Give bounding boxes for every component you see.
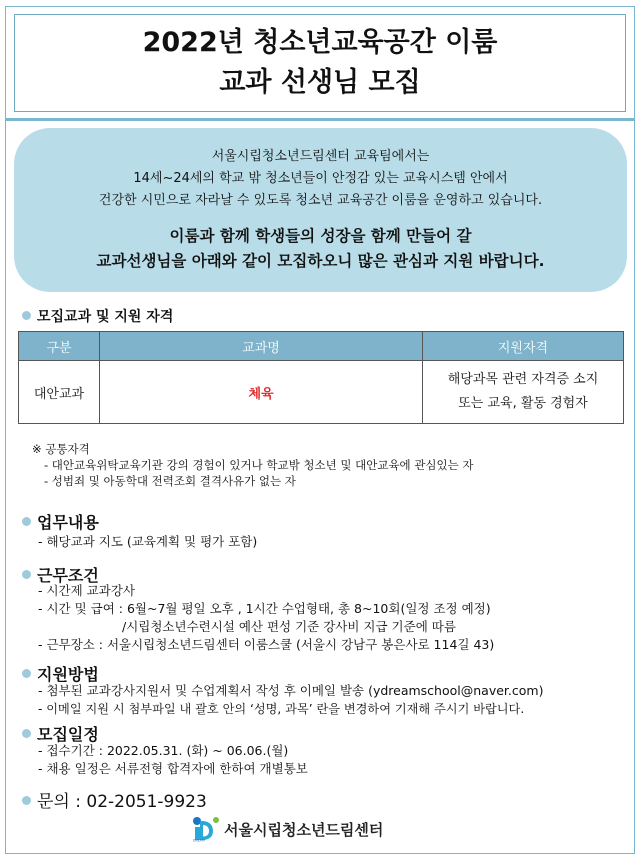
intro-bold-line1: 이룸과 함께 학생들의 성장을 함께 만들어 갈: [169, 227, 472, 245]
bullet-dot-icon: [22, 796, 31, 805]
apply-item: - 첨부된 교과강사지원서 및 수업계획서 작성 후 이메일 발송 (ydreamschool@naver.com): [38, 683, 544, 698]
conditions-item: - 시간 및 급여 : 6월~7월 평일 오후 , 1시간 수업형태, 총 8~10회(일정 조정 예정): [38, 601, 491, 616]
dream-logo-icon: [192, 816, 220, 842]
qualification-line2: 또는 교육, 활동 경험자: [458, 396, 588, 411]
table-cell-qualification: [423, 361, 624, 424]
logo-mark-letters: DREAM: [193, 838, 205, 842]
schedule-item: - 접수기간 : 2022.05.31. (화) ~ 06.06.(월): [38, 743, 289, 758]
page-title-line2: 교과 선생님 모집: [219, 67, 421, 98]
duty-heading-text: 업무내용: [37, 513, 99, 532]
conditions-item: /시립청소년수련시설 예산 편성 기준 강사비 지급 기준에 따름: [122, 619, 456, 634]
common-qualification-title: ※ 공통자격: [32, 442, 90, 456]
duty-item: - 해당교과 지도 (교육계획 및 평가 포함): [38, 534, 258, 549]
logo-name: 서울시립청소년드림센터: [224, 820, 384, 839]
table-header-qualification: 지원자격: [423, 332, 624, 361]
contact-text: 문의 : 02-2051-9923: [37, 792, 207, 812]
recruit-heading: [22, 306, 173, 326]
intro-line1: 서울시립청소년드림센터 교육팀에서는: [211, 149, 430, 164]
schedule-heading-text: 모집일정: [37, 725, 99, 744]
duty-heading: [22, 510, 99, 533]
common-qualification-item: - 성범죄 및 아동학대 전력조회 결격사유가 없는 자: [44, 474, 296, 488]
conditions-item: - 시간제 교과강사: [38, 583, 135, 598]
recruit-heading-text: 모집교과 및 지원 자격: [37, 309, 174, 325]
intro-line2: 14세~24세의 학교 밖 청소년들이 안정감 있는 교육시스템 안에서: [133, 171, 508, 186]
recruit-table: [18, 331, 624, 424]
table-cell-category: 대안교과: [19, 361, 100, 424]
table-cell-subject: 체육: [100, 361, 423, 424]
dream-center-logo: [192, 816, 383, 842]
bullet-dot-icon: [22, 570, 31, 579]
title-box: [14, 14, 626, 112]
table-row: [19, 361, 624, 424]
apply-item: - 이메일 지원 시 첨부파일 내 괄호 안의 ‘성명, 과목’ 란을 변경하여 기재해 주시기 바랍니다.: [38, 702, 525, 716]
bullet-dot-icon: [22, 517, 31, 526]
intro-bold-line2: 교과선생님을 아래와 같이 모집하오니 많은 관심과 지원 바랍니다.: [96, 252, 545, 270]
schedule-item: - 채용 일정은 서류전형 합격자에 한하여 개별통보: [38, 761, 308, 776]
bullet-dot-icon: [22, 729, 31, 738]
title-divider: [6, 118, 634, 121]
bullet-dot-icon: [22, 311, 31, 320]
conditions-heading-text: 근무조건: [37, 566, 99, 585]
contact-line: [22, 787, 207, 812]
page-title-line1: 2022년 청소년교육공간 이룸: [142, 27, 498, 58]
intro-line3: 건강한 시민으로 자라날 수 있도록 청소년 교육공간 이룸을 운영하고 있습니다.: [98, 193, 543, 208]
table-header-subject: 교과명: [100, 332, 423, 361]
table-header-category: 구분: [19, 332, 100, 361]
common-qualification-item: - 대안교육위탁교육기관 강의 경험이 있거나 학교밖 청소년 및 대안교육에 관심있는 자: [44, 458, 474, 472]
bullet-dot-icon: [22, 669, 31, 678]
intro-banner: [14, 128, 627, 292]
apply-heading-text: 지원방법: [37, 665, 99, 684]
qualification-line1: 해당과목 관련 자격증 소지: [447, 372, 599, 387]
conditions-item: - 근무장소 : 서울시립청소년드림센터 이룸스쿨 (서울시 강남구 봉은사로 114길 43): [38, 637, 495, 652]
